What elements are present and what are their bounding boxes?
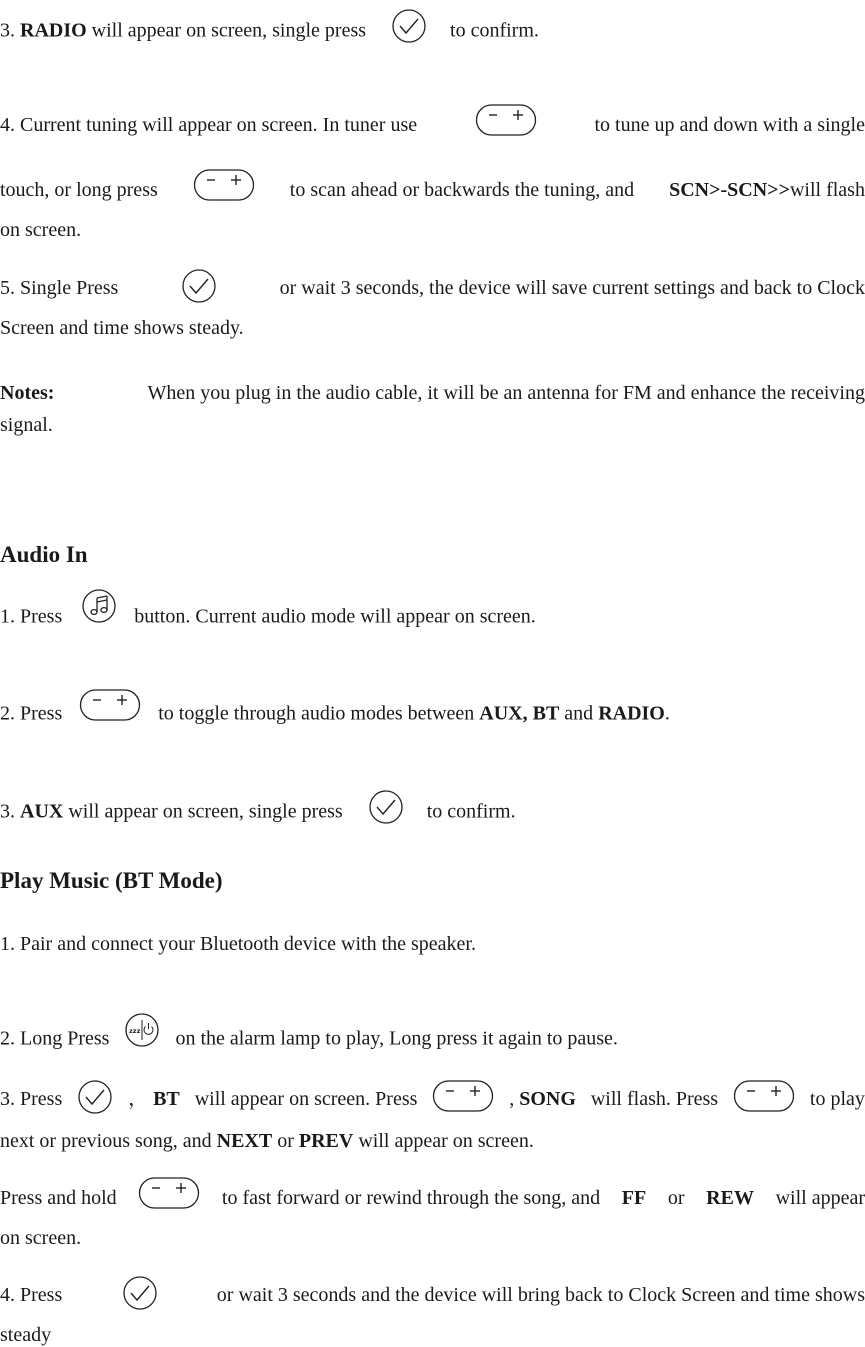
step-text-after: to confirm. <box>450 19 539 42</box>
rew-keyword: REW <box>706 1187 754 1209</box>
ff-keyword: FF <box>621 1187 647 1209</box>
radio-step4-line3: on screen. <box>0 219 82 241</box>
music-note-icon <box>81 588 117 624</box>
step-text-after: to confirm. <box>426 800 516 823</box>
play-step4-line2: steady <box>0 1324 52 1346</box>
audio-step2-rest: to toggle through audio modes between <box>158 702 475 725</box>
radio-step4-line1: 4. Current tuning will appear on screen. In tuner use to tune up and down with a single <box>0 113 865 147</box>
next-keyword: NEXT <box>216 1130 273 1152</box>
confirm-check-icon <box>77 1079 113 1115</box>
play-step2-text: 2. Long Press <box>0 1027 110 1050</box>
scan-keyword: SCN>-SCN>> <box>669 179 790 201</box>
notes-line1: Notes: When you plug in the audio cable, it will be an antenna for FM and enhance the receiving <box>0 382 865 404</box>
confirm-check-icon <box>391 8 427 44</box>
confirm-check-icon <box>181 268 217 304</box>
minus-plus-button-icon <box>193 168 255 202</box>
minus-plus-button-icon <box>138 1176 200 1210</box>
confirm-check-icon <box>122 1275 158 1311</box>
step-text: will appear on screen, single press <box>91 19 367 42</box>
step-text: will appear on screen, single press <box>68 800 343 823</box>
prev-keyword: PREV <box>298 1130 354 1152</box>
step-number: 3. <box>0 800 15 823</box>
mode-aux-bt: AUX, BT <box>479 702 560 725</box>
snooze-power-icon <box>124 1012 160 1048</box>
minus-plus-button-icon <box>79 688 141 722</box>
play-step4-line1: 4. Press or wait 3 seconds and the device will bring back to Clock Screen and time shows <box>0 1283 865 1319</box>
play-hold-line2: on screen. <box>0 1227 82 1249</box>
step-number: 3. <box>0 19 15 42</box>
play-step3-line1: 3. Press ， BT will appear on screen. Press , SONG will flash. Press to play <box>0 1087 865 1123</box>
play-step2-rest: on the alarm lamp to play, Long press it again to pause. <box>175 1027 618 1050</box>
radio-step5-line1: 5. Single Press or wait 3 seconds, the device will save current settings and back to Clock <box>0 276 865 312</box>
audio-in-heading: Audio In <box>0 542 88 567</box>
aux-keyword: AUX <box>20 800 64 823</box>
minus-plus-button-icon <box>733 1079 795 1113</box>
mode-radio: RADIO <box>598 702 665 725</box>
play-step1: 1. Pair and connect your Bluetooth device with the speaker. <box>0 933 476 955</box>
radio-step4-line2: touch, or long press to scan ahead or backwards the tuning, and SCN>-SCN>>will flash <box>0 178 865 212</box>
notes-line2: signal. <box>0 414 53 436</box>
minus-plus-button-icon <box>432 1079 494 1113</box>
bt-keyword: BT <box>153 1088 180 1110</box>
notes-label: Notes: <box>0 382 55 404</box>
audio-step1-rest: button. Current audio mode will appear on screen. <box>134 605 536 628</box>
minus-plus-button-icon <box>475 103 537 137</box>
audio-step1-text: 1. Press <box>0 605 63 628</box>
audio-step2-text: 2. Press <box>0 702 63 725</box>
play-hold-line1: Press and hold to fast forward or rewind through the song, and FF or REW will appear <box>0 1186 865 1220</box>
play-music-heading: Play Music (BT Mode) <box>0 868 223 893</box>
radio-keyword: RADIO <box>20 19 87 42</box>
radio-step5-line2: Screen and time shows steady. <box>0 317 244 339</box>
play-step3-line2: next or previous song, and NEXT or PREV will appear on screen. <box>0 1130 534 1152</box>
song-keyword: SONG <box>519 1088 576 1110</box>
confirm-check-icon <box>368 789 404 825</box>
